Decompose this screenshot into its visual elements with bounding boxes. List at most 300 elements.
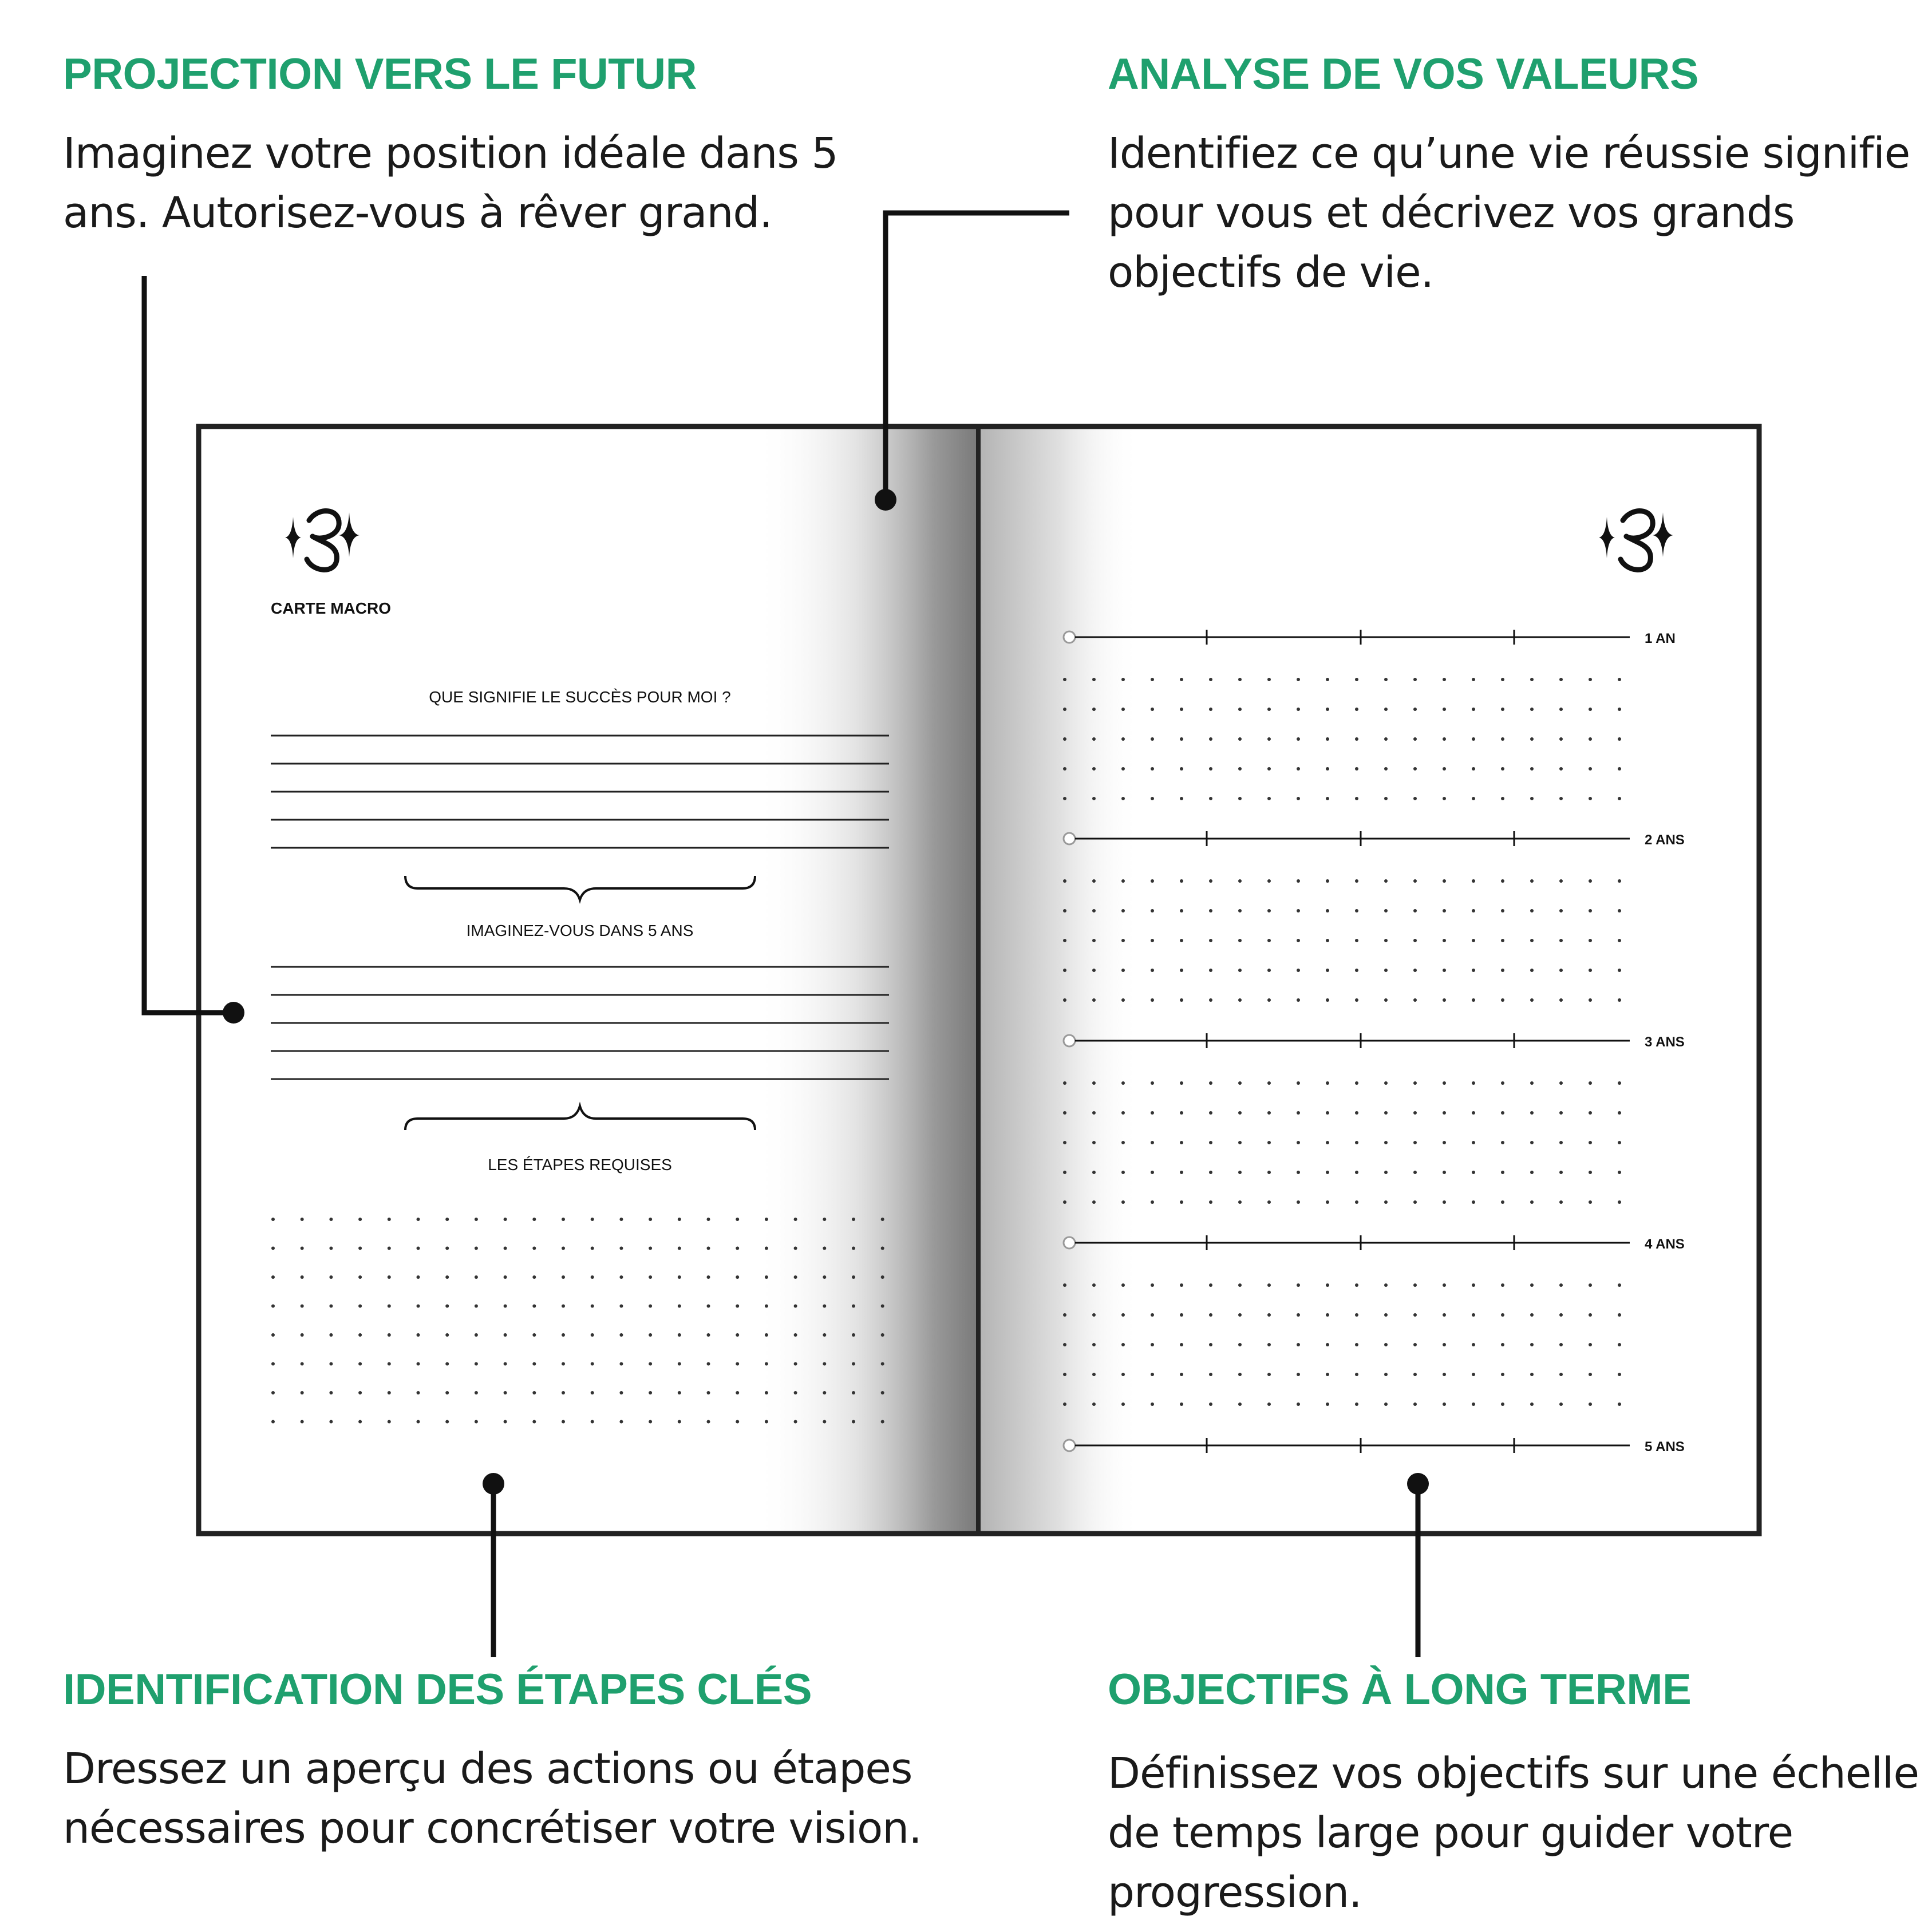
grid-dot <box>1238 1111 1242 1115</box>
grid-dot <box>1180 909 1183 912</box>
grid-dot <box>1501 939 1504 942</box>
grid-dot <box>1472 939 1475 942</box>
grid-dot <box>1297 1343 1300 1346</box>
question-etapes: LES ÉTAPES REQUISES <box>488 1156 672 1174</box>
grid-dot <box>1267 1171 1271 1174</box>
grid-dot <box>1326 1141 1329 1144</box>
grid-dot <box>1589 708 1592 711</box>
grid-dot <box>707 1247 710 1250</box>
grid-dot <box>1501 1111 1504 1115</box>
grid-dot <box>475 1391 478 1394</box>
grid-dot <box>1472 678 1475 681</box>
grid-dot <box>1501 1141 1504 1144</box>
connector-dot-valeurs <box>875 489 896 511</box>
grid-dot <box>736 1247 739 1250</box>
grid-dot <box>301 1391 304 1394</box>
grid-dot <box>1443 909 1446 912</box>
grid-dot <box>1180 1111 1183 1115</box>
grid-dot <box>1326 909 1329 912</box>
grid-dot <box>1121 678 1125 681</box>
grid-dot <box>271 1420 275 1424</box>
grid-dot <box>1413 737 1417 741</box>
grid-dot <box>562 1420 565 1424</box>
grid-dot <box>358 1333 362 1337</box>
grid-dot <box>1151 1402 1154 1406</box>
grid-dot <box>1209 1313 1212 1317</box>
grid-dot <box>1355 1171 1358 1174</box>
grid-dot <box>1209 1141 1212 1144</box>
grid-dot <box>1501 1283 1504 1287</box>
grid-dot <box>1326 737 1329 741</box>
grid-dot <box>1092 1373 1096 1376</box>
grid-dot <box>1297 1313 1300 1317</box>
grid-dot <box>1443 1081 1446 1085</box>
grid-dot <box>1530 969 1534 972</box>
grid-dot <box>1384 1111 1388 1115</box>
grid-dot <box>1443 879 1446 883</box>
grid-dot <box>1472 737 1475 741</box>
grid-dot <box>301 1218 304 1221</box>
grid-dot <box>591 1333 594 1337</box>
grid-dot <box>1530 797 1534 800</box>
grid-dot <box>1443 1373 1446 1376</box>
grid-dot <box>649 1218 652 1221</box>
grid-dot <box>765 1218 768 1221</box>
grid-dot <box>1063 797 1066 800</box>
grid-dot <box>1121 998 1125 1002</box>
grid-dot <box>1501 737 1504 741</box>
grid-dot <box>1618 1402 1621 1406</box>
grid-dot <box>1589 1141 1592 1144</box>
grid-dot <box>504 1362 507 1366</box>
grid-dot <box>1384 879 1388 883</box>
grid-dot <box>1297 998 1300 1002</box>
grid-dot <box>475 1247 478 1250</box>
grid-dot <box>1326 1111 1329 1115</box>
grid-dot <box>1297 879 1300 883</box>
grid-dot <box>1180 1373 1183 1376</box>
grid-dot <box>1238 1283 1242 1287</box>
grid-dot <box>1092 998 1096 1002</box>
grid-dot <box>1326 1402 1329 1406</box>
grid-dot <box>1326 969 1329 972</box>
grid-dot <box>1472 1111 1475 1115</box>
grid-dot <box>1618 1283 1621 1287</box>
grid-dot <box>1267 1283 1271 1287</box>
grid-dot <box>1472 708 1475 711</box>
grid-dot <box>619 1305 623 1308</box>
grid-dot <box>1180 737 1183 741</box>
grid-dot <box>475 1333 478 1337</box>
grid-dot <box>1384 1373 1388 1376</box>
timeline-label: 2 ANS <box>1645 832 1685 848</box>
grid-dot <box>1472 879 1475 883</box>
grid-dot <box>1559 797 1563 800</box>
grid-dot <box>329 1333 333 1337</box>
grid-dot <box>1326 678 1329 681</box>
grid-dot <box>1589 797 1592 800</box>
grid-dot <box>301 1333 304 1337</box>
grid-dot <box>1063 708 1066 711</box>
grid-dot <box>591 1218 594 1221</box>
grid-dot <box>1443 1171 1446 1174</box>
grid-dot <box>1238 678 1242 681</box>
grid-dot <box>591 1420 594 1424</box>
grid-dot <box>619 1218 623 1221</box>
grid-dot <box>1559 909 1563 912</box>
grid-dot <box>1326 998 1329 1002</box>
grid-dot <box>649 1333 652 1337</box>
grid-dot <box>475 1305 478 1308</box>
grid-dot <box>445 1362 449 1366</box>
grid-dot <box>1355 1141 1358 1144</box>
grid-dot <box>1151 939 1154 942</box>
grid-dot <box>1530 998 1534 1002</box>
grid-dot <box>1501 1200 1504 1204</box>
grid-dot <box>1267 1313 1271 1317</box>
grid-dot <box>1472 1373 1475 1376</box>
grid-dot <box>504 1218 507 1221</box>
grid-dot <box>1063 909 1066 912</box>
grid-dot <box>852 1333 855 1337</box>
grid-dot <box>1413 1373 1417 1376</box>
grid-dot <box>358 1420 362 1424</box>
grid-dot <box>649 1247 652 1250</box>
grid-dot <box>1443 1200 1446 1204</box>
grid-dot <box>1151 678 1154 681</box>
grid-dot <box>1501 879 1504 883</box>
grid-dot <box>1063 1402 1066 1406</box>
grid-dot <box>1092 1343 1096 1346</box>
grid-dot <box>1151 1141 1154 1144</box>
grid-dot <box>1501 708 1504 711</box>
grid-dot <box>504 1275 507 1279</box>
grid-dot <box>794 1391 797 1394</box>
grid-dot <box>1297 1283 1300 1287</box>
grid-dot <box>445 1420 449 1424</box>
grid-dot <box>619 1333 623 1337</box>
grid-dot <box>1355 969 1358 972</box>
grid-dot <box>1618 969 1621 972</box>
grid-dot <box>1384 1200 1388 1204</box>
grid-dot <box>1238 909 1242 912</box>
grid-dot <box>1151 1081 1154 1085</box>
grid-dot <box>1472 998 1475 1002</box>
grid-dot <box>794 1305 797 1308</box>
grid-dot <box>301 1247 304 1250</box>
grid-dot <box>678 1420 681 1424</box>
grid-dot <box>881 1391 884 1394</box>
grid-dot <box>1472 1081 1475 1085</box>
grid-dot <box>1501 1373 1504 1376</box>
grid-dot <box>1297 797 1300 800</box>
grid-dot <box>881 1305 884 1308</box>
grid-dot <box>532 1218 536 1221</box>
grid-dot <box>1501 1402 1504 1406</box>
grid-dot <box>1297 708 1300 711</box>
grid-dot <box>1501 909 1504 912</box>
timeline-label: 1 AN <box>1645 631 1676 646</box>
grid-dot <box>765 1333 768 1337</box>
grid-dot <box>678 1305 681 1308</box>
grid-dot <box>1618 1171 1621 1174</box>
grid-dot <box>1209 767 1212 771</box>
grid-dot <box>707 1333 710 1337</box>
grid-dot <box>1326 1313 1329 1317</box>
grid-dot <box>1618 1313 1621 1317</box>
grid-dot <box>1589 969 1592 972</box>
grid-dot <box>1297 1081 1300 1085</box>
grid-dot <box>1297 1373 1300 1376</box>
grid-dot <box>1384 737 1388 741</box>
grid-dot <box>1121 797 1125 800</box>
grid-dot <box>1092 767 1096 771</box>
grid-dot <box>1267 939 1271 942</box>
grid-dot <box>794 1362 797 1366</box>
grid-dot <box>1238 797 1242 800</box>
grid-dot <box>1618 1141 1621 1144</box>
grid-dot <box>1180 1171 1183 1174</box>
grid-dot <box>1267 1141 1271 1144</box>
grid-dot <box>765 1247 768 1250</box>
grid-dot <box>329 1218 333 1221</box>
grid-dot <box>1151 998 1154 1002</box>
grid-dot <box>417 1275 420 1279</box>
grid-dot <box>1238 1200 1242 1204</box>
grid-dot <box>532 1362 536 1366</box>
grid-dot <box>271 1333 275 1337</box>
grid-dot <box>358 1391 362 1394</box>
grid-dot <box>358 1218 362 1221</box>
grid-dot <box>1589 767 1592 771</box>
grid-dot <box>329 1420 333 1424</box>
grid-dot <box>1180 1313 1183 1317</box>
grid-dot <box>1267 708 1271 711</box>
grid-dot <box>1589 1313 1592 1317</box>
grid-dot <box>301 1305 304 1308</box>
grid-dot <box>1472 909 1475 912</box>
grid-dot <box>619 1275 623 1279</box>
grid-dot <box>794 1420 797 1424</box>
grid-dot <box>1180 1141 1183 1144</box>
grid-dot <box>1443 1402 1446 1406</box>
callout-valeurs-body: Identifiez ce qu’une vie réussie signifie pour vous et décrivez vos grands objectifs de vie. <box>1108 128 1910 297</box>
grid-dot <box>445 1391 449 1394</box>
grid-dot <box>1413 1141 1417 1144</box>
callout-projection-title: PROJECTION VERS LE FUTUR <box>63 50 697 98</box>
grid-dot <box>1297 678 1300 681</box>
grid-dot <box>388 1362 391 1366</box>
grid-dot <box>591 1275 594 1279</box>
grid-dot <box>1297 1200 1300 1204</box>
grid-dot <box>1092 797 1096 800</box>
grid-dot <box>1413 909 1417 912</box>
grid-dot <box>1559 708 1563 711</box>
grid-dot <box>1063 998 1066 1002</box>
grid-dot <box>1238 879 1242 883</box>
grid-dot <box>794 1333 797 1337</box>
grid-dot <box>1121 1141 1125 1144</box>
question-succes: QUE SIGNIFIE LE SUCCÈS POUR MOI ? <box>429 688 731 706</box>
grid-dot <box>1121 969 1125 972</box>
grid-dot <box>417 1305 420 1308</box>
callout-etapes-body: Dressez un aperçu des actions ou étapes nécessaires pour concrétiser votre vision. <box>63 1744 922 1853</box>
grid-dot <box>1180 797 1183 800</box>
grid-dot <box>1238 1081 1242 1085</box>
grid-dot <box>823 1275 826 1279</box>
grid-dot <box>1443 1141 1446 1144</box>
grid-dot <box>1530 1313 1534 1317</box>
grid-dot <box>591 1305 594 1308</box>
grid-dot <box>1384 1283 1388 1287</box>
grid-dot <box>1501 1081 1504 1085</box>
grid-dot <box>1063 969 1066 972</box>
grid-dot <box>1297 737 1300 741</box>
grid-dot <box>1121 1402 1125 1406</box>
grid-dot <box>1559 939 1563 942</box>
grid-dot <box>1297 939 1300 942</box>
grid-dot <box>301 1420 304 1424</box>
grid-dot <box>1180 969 1183 972</box>
grid-dot <box>1209 1343 1212 1346</box>
grid-dot <box>1063 879 1066 883</box>
grid-dot <box>562 1391 565 1394</box>
grid-dot <box>823 1420 826 1424</box>
grid-dot <box>1151 767 1154 771</box>
grid-dot <box>794 1218 797 1221</box>
grid-dot <box>1063 1343 1066 1346</box>
grid-dot <box>1413 678 1417 681</box>
grid-dot <box>736 1218 739 1221</box>
grid-dot <box>1472 1200 1475 1204</box>
grid-dot <box>1238 1373 1242 1376</box>
grid-dot <box>1413 1402 1417 1406</box>
grid-dot <box>1267 767 1271 771</box>
grid-dot <box>736 1275 739 1279</box>
grid-dot <box>1355 1283 1358 1287</box>
grid-dot <box>1384 1313 1388 1317</box>
timeline-label: 5 ANS <box>1645 1439 1685 1455</box>
grid-dot <box>1472 767 1475 771</box>
grid-dot <box>1413 1343 1417 1346</box>
grid-dot <box>1151 708 1154 711</box>
grid-dot <box>1443 767 1446 771</box>
grid-dot <box>1384 767 1388 771</box>
grid-dot <box>1355 1111 1358 1115</box>
grid-dot <box>881 1247 884 1250</box>
grid-dot <box>388 1275 391 1279</box>
grid-dot <box>1209 1373 1212 1376</box>
grid-dot <box>823 1391 826 1394</box>
grid-dot <box>301 1275 304 1279</box>
grid-dot <box>1267 969 1271 972</box>
grid-dot <box>1092 1171 1096 1174</box>
grid-dot <box>678 1247 681 1250</box>
grid-dot <box>1355 998 1358 1002</box>
grid-dot <box>562 1333 565 1337</box>
grid-dot <box>1063 678 1066 681</box>
grid-dot <box>475 1420 478 1424</box>
grid-dot <box>1326 1081 1329 1085</box>
grid-dot <box>1530 767 1534 771</box>
grid-dot <box>1559 678 1563 681</box>
grid-dot <box>1151 1373 1154 1376</box>
grid-dot <box>1589 1111 1592 1115</box>
grid-dot <box>1384 1343 1388 1346</box>
grid-dot <box>1384 969 1388 972</box>
grid-dot <box>1238 939 1242 942</box>
grid-dot <box>619 1362 623 1366</box>
grid-dot <box>1413 1200 1417 1204</box>
grid-dot <box>1121 909 1125 912</box>
grid-dot <box>271 1391 275 1394</box>
grid-dot <box>1530 678 1534 681</box>
timeline-start-marker <box>1064 1440 1075 1451</box>
grid-dot <box>707 1218 710 1221</box>
grid-dot <box>1326 797 1329 800</box>
timeline-label: 3 ANS <box>1645 1034 1685 1050</box>
grid-dot <box>649 1275 652 1279</box>
grid-dot <box>1443 939 1446 942</box>
grid-dot <box>1063 1373 1066 1376</box>
grid-dot <box>1618 909 1621 912</box>
grid-dot <box>358 1275 362 1279</box>
grid-dot <box>1063 767 1066 771</box>
grid-dot <box>1238 1141 1242 1144</box>
grid-dot <box>1589 879 1592 883</box>
grid-dot <box>1443 1283 1446 1287</box>
grid-dot <box>1209 998 1212 1002</box>
grid-dot <box>1151 1171 1154 1174</box>
grid-dot <box>358 1362 362 1366</box>
grid-dot <box>1501 969 1504 972</box>
grid-dot <box>1443 678 1446 681</box>
grid-dot <box>1501 678 1504 681</box>
grid-dot <box>417 1218 420 1221</box>
grid-dot <box>1501 767 1504 771</box>
grid-dot <box>271 1275 275 1279</box>
grid-dot <box>329 1275 333 1279</box>
grid-dot <box>1063 1111 1066 1115</box>
grid-dot <box>1326 1373 1329 1376</box>
grid-dot <box>1472 1141 1475 1144</box>
grid-dot <box>852 1362 855 1366</box>
grid-dot <box>1121 737 1125 741</box>
grid-dot <box>475 1218 478 1221</box>
grid-dot <box>649 1362 652 1366</box>
grid-dot <box>1559 1373 1563 1376</box>
grid-dot <box>1618 1111 1621 1115</box>
grid-dot <box>1559 1141 1563 1144</box>
grid-dot <box>794 1275 797 1279</box>
grid-dot <box>1472 969 1475 972</box>
grid-dot <box>852 1391 855 1394</box>
grid-dot <box>1121 708 1125 711</box>
grid-dot <box>1472 1283 1475 1287</box>
grid-dot <box>1209 797 1212 800</box>
grid-dot <box>823 1333 826 1337</box>
grid-dot <box>1092 708 1096 711</box>
grid-dot <box>1121 879 1125 883</box>
grid-dot <box>388 1391 391 1394</box>
grid-dot <box>1413 1111 1417 1115</box>
grid-dot <box>1355 678 1358 681</box>
grid-dot <box>1267 1200 1271 1204</box>
grid-dot <box>1472 1171 1475 1174</box>
grid-dot <box>1530 1402 1534 1406</box>
grid-dot <box>1063 737 1066 741</box>
grid-dot <box>1092 879 1096 883</box>
